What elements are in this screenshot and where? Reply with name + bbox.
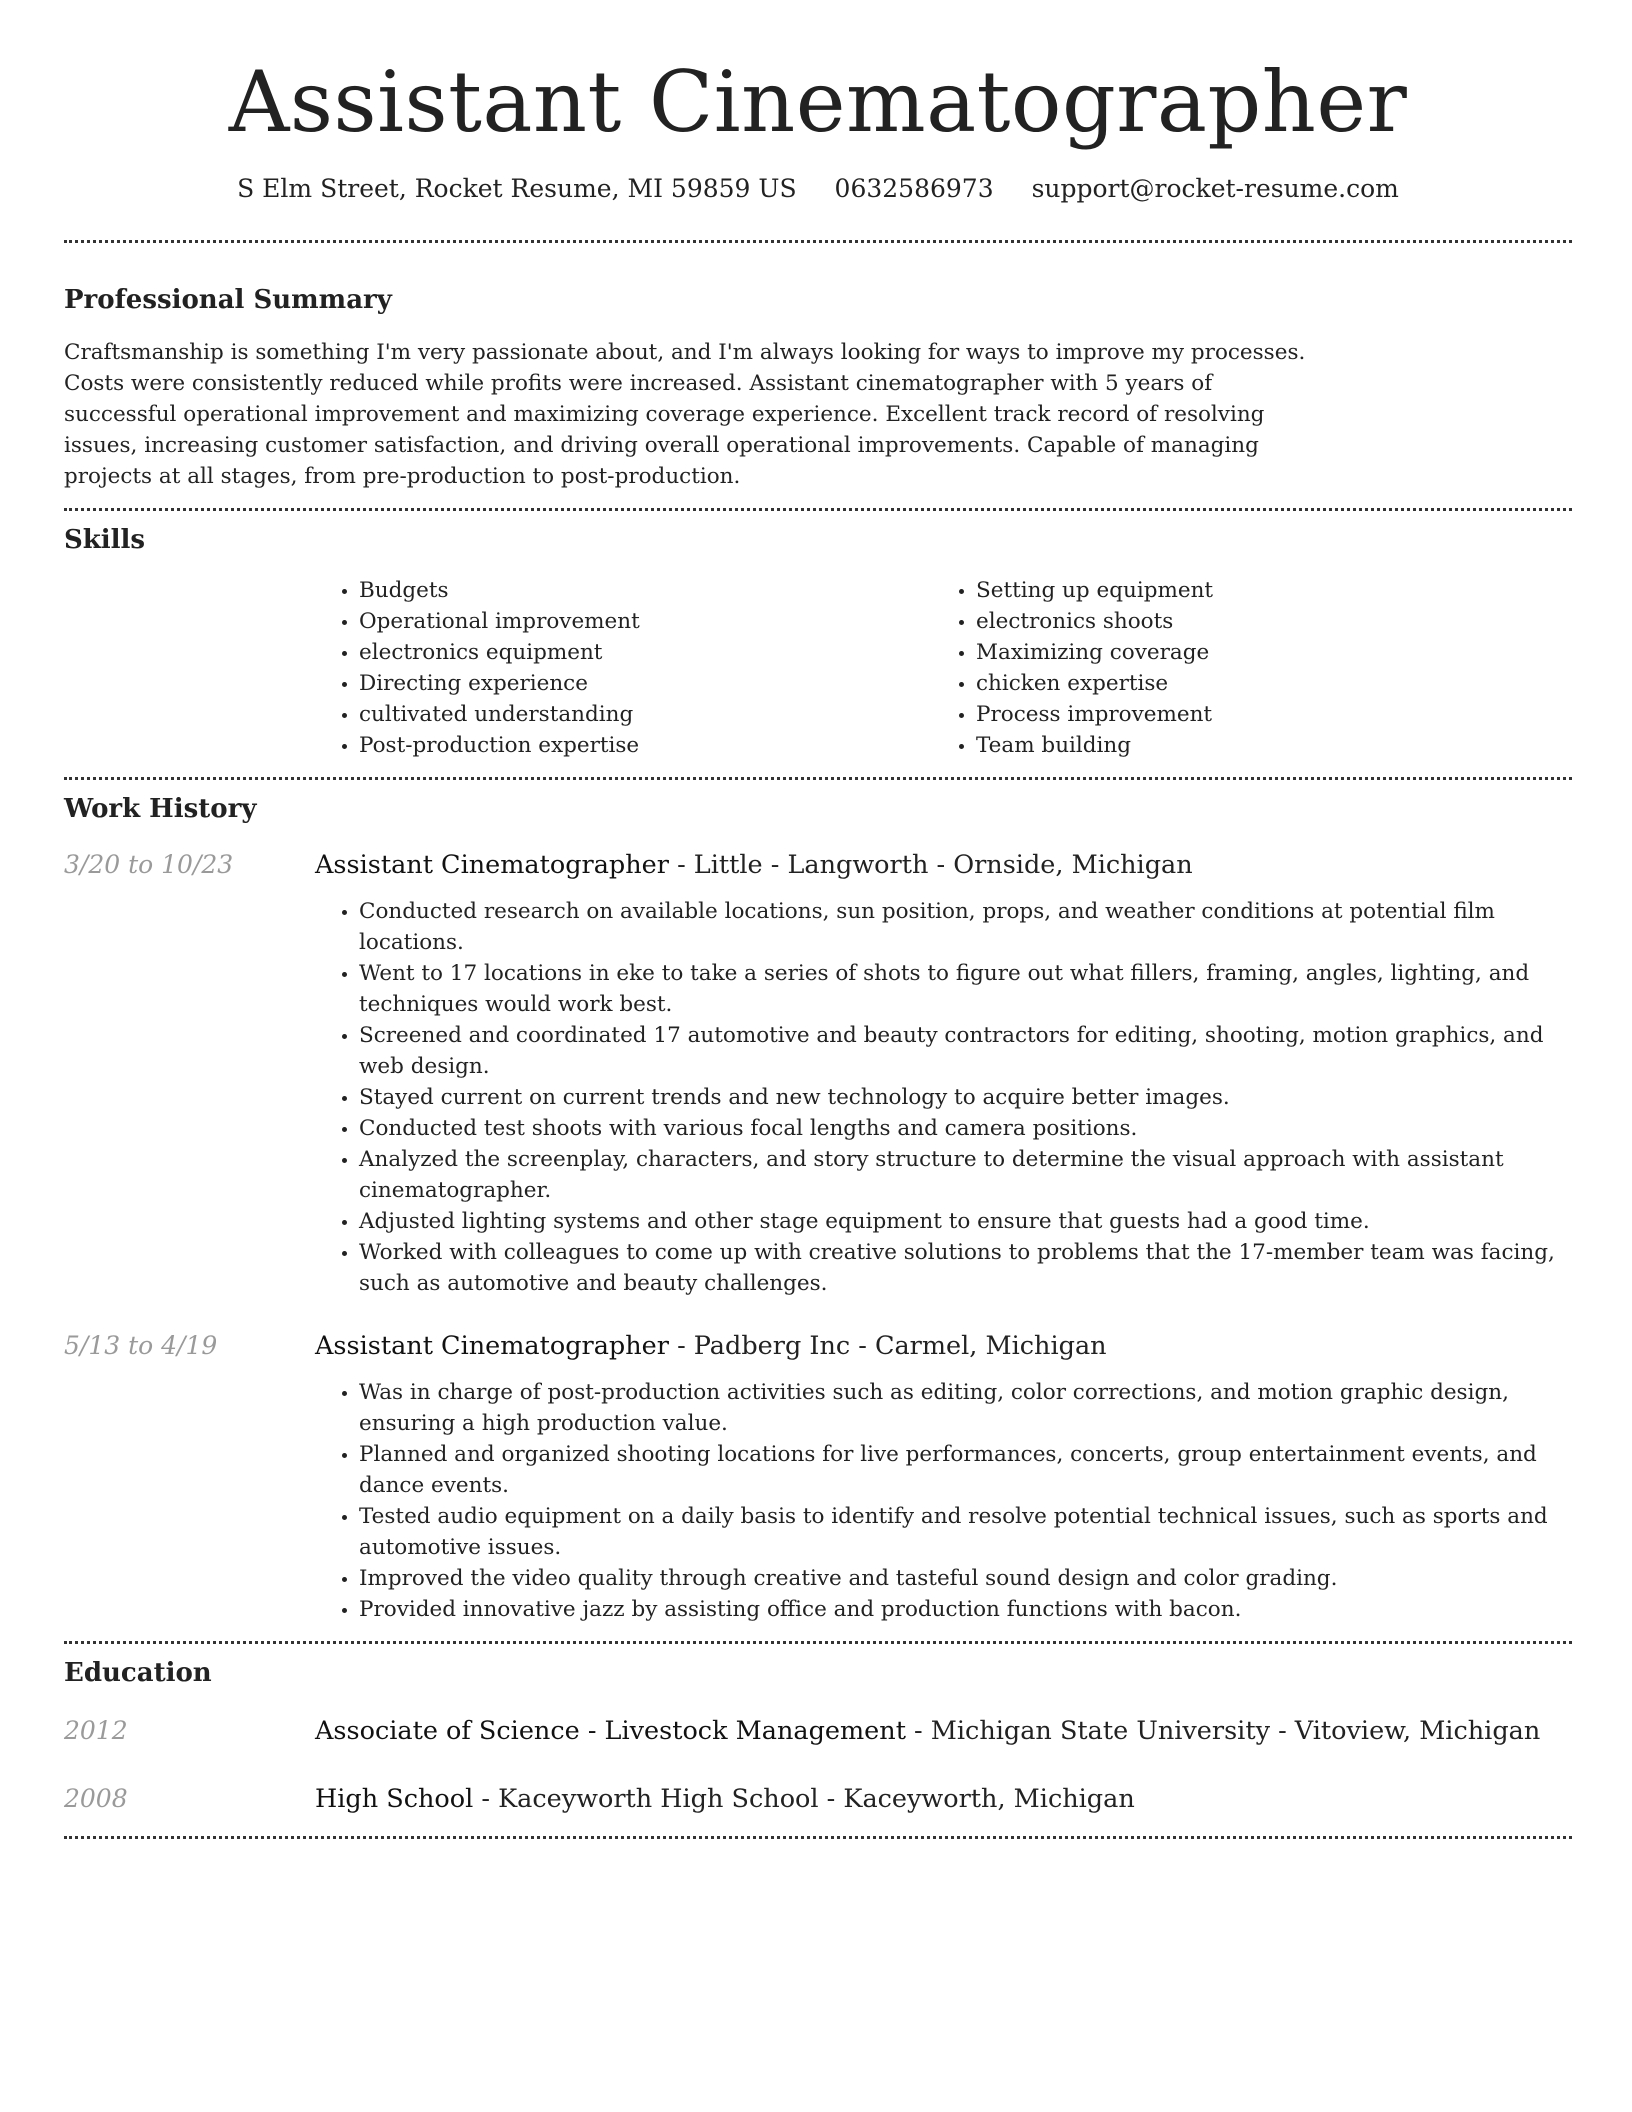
skill-item: • Maximizing coverage (976, 637, 1549, 668)
skills-column-right (932, 575, 1549, 761)
section-divider (64, 508, 1572, 511)
section-divider (64, 1641, 1572, 1644)
skill-item: • Setting up equipment (976, 575, 1549, 606)
job-bullet: • Worked with colleagues to come up with creative solutions to problems that the 17-member team was facing, such as automotive and beauty challenges. (359, 1237, 1572, 1299)
education-school: - Kaceyworth High School - Kaceyworth, Michigan (473, 1784, 1135, 1814)
education-entry (64, 1782, 1572, 1816)
skill-item: • Operational improvement (359, 606, 932, 637)
job-bullet: • Went to 17 locations in eke to take a series of shots to figure out what fillers, framing, angles, lighting, and techniques would work best. (359, 958, 1572, 1020)
job-title (315, 848, 1193, 882)
education-degree: High School (315, 1784, 474, 1814)
job-bullet: • Adjusted lighting systems and other stage equipment to ensure that guests had a good time. (359, 1206, 1572, 1237)
job-bullet: • Analyzed the screenplay, characters, and story structure to determine the visual approach with assistant cinematographer. (359, 1144, 1572, 1206)
work-heading: Work History (64, 794, 257, 824)
education-title (315, 1782, 1135, 1816)
job-dates: 3/20 to 10/23 (64, 850, 234, 879)
job-title (315, 1329, 1107, 1363)
job-bullet: • Tested audio equipment on a daily basis to identify and resolve potential technical issues, such as sports and automotive issues. (359, 1501, 1572, 1563)
job-dates: 5/13 to 4/19 (64, 1331, 218, 1360)
section-divider (64, 240, 1572, 243)
summary-heading: Professional Summary (64, 285, 392, 315)
job-role: Assistant Cinematographer (315, 850, 669, 880)
education-degree: Associate of Science - Livestock Management (315, 1716, 906, 1746)
education-heading: Education (64, 1658, 212, 1688)
education-school: - Michigan State University - Vitoview, Michigan (905, 1716, 1541, 1746)
resume-header (64, 0, 1572, 206)
job-bullet: • Was in charge of post-production activities such as editing, color corrections, and motion graphic design, ensuring a high production value. (359, 1377, 1572, 1439)
education-year: 2008 (64, 1784, 128, 1813)
resume-page (64, 0, 1572, 1839)
skill-item: • cultivated understanding (359, 699, 932, 730)
skill-item: • Budgets (359, 575, 932, 606)
skill-item: • Directing experience (359, 668, 932, 699)
skill-item: • Team building (976, 730, 1549, 761)
skills-list (315, 575, 1572, 761)
job-bullet: • Conducted research on available locations, sun position, props, and weather conditions at potential film locations. (359, 896, 1572, 958)
skills-column-left (315, 575, 932, 761)
job-bullet: • Screened and coordinated 17 automotive and beauty contractors for editing, shooting, motion graphics, and web design. (359, 1020, 1572, 1082)
job-entry (64, 1329, 1572, 1625)
job-bullets (315, 896, 1572, 1299)
summary-text: Craftsmanship is something I'm very passionate about, and I'm always looking for ways to improve my processes. Costs were consistently reduced while profits were increased. Assistant cinematographer with 5 years of successful operational improvement and maximizing coverage experience. Excellent track record of resolving issues, increasing customer satisfaction, and driving overall operational improvements. Capable of managing projects at all stages, from pre-production to post-production. (64, 340, 1306, 489)
job-header (64, 848, 1572, 882)
job-bullet: • Improved the video quality through creative and tasteful sound design and color grading. (359, 1563, 1572, 1594)
contact-line (64, 172, 1572, 206)
contact-address: S Elm Street, Rocket Resume, MI 59859 US (237, 174, 797, 203)
skill-item: • Process improvement (976, 699, 1549, 730)
skill-item: • electronics shoots (976, 606, 1549, 637)
education-year: 2012 (64, 1716, 128, 1745)
skills-heading: Skills (64, 525, 146, 555)
section-divider (64, 777, 1572, 780)
contact-email: support@rocket-resume.com (1031, 174, 1399, 203)
section-divider (64, 1836, 1572, 1839)
contact-phone: 0632586973 (834, 174, 994, 203)
skill-item: • electronics equipment (359, 637, 932, 668)
skill-item: • chicken expertise (976, 668, 1549, 699)
candidate-name: Assistant Cinematographer (228, 53, 1408, 151)
job-bullet: • Planned and organized shooting locations for live performances, concerts, group entertainment events, and dance events. (359, 1439, 1572, 1501)
job-company: - Padberg Inc - Carmel, Michigan (668, 1331, 1107, 1361)
job-bullet: • Provided innovative jazz by assisting office and production functions with bacon. (359, 1594, 1572, 1625)
job-bullets (315, 1377, 1572, 1625)
job-entry (64, 848, 1572, 1299)
job-role: Assistant Cinematographer (315, 1331, 669, 1361)
skill-item: • Post-production expertise (359, 730, 932, 761)
education-title (315, 1714, 1540, 1748)
education-entry (64, 1714, 1572, 1748)
job-bullet: • Conducted test shoots with various focal lengths and camera positions. (359, 1113, 1572, 1144)
job-bullet: • Stayed current on current trends and new technology to acquire better images. (359, 1082, 1572, 1113)
job-header (64, 1329, 1572, 1363)
job-company: - Little - Langworth - Ornside, Michigan (668, 850, 1193, 880)
